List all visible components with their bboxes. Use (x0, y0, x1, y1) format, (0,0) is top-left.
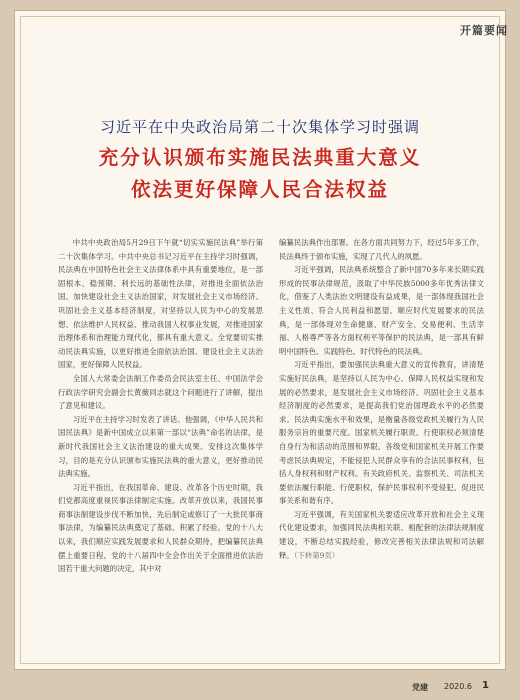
footer-issue: 2020.6 (444, 682, 472, 691)
paragraph: 中共中央政治局5月29日下午就“切实实施民法典”举行第二十次集体学习。中共中央总书记习近平在主持学习时强调，民法典在中国特色社会主义法律体系中具有重要地位，是一部固根本、稳预期、利长远的基础性法律，对推进全面依法治国、加快建设社会主义法治国家，对发展社会主义市场经济、巩固社会主义基本经济制度，对坚持以人民为中心的发展思想、依法维护人民权益、推动我国人权事业发展，对推进国家治理体系和治理能力现代化，都具有重大意义。全党要切实推动民法典实施，以更好推进全面依法治国、建设社会主义法治国家，更好保障人民权益。 (58, 238, 263, 370)
paragraph: 习近平指出，要加强民法典重大意义的宣传教育，讲清楚实施好民法典，是坚持以人民为中心、保障人民权益实现和发展的必然要求，是发展社会主义市场经济、巩固社会主义基本经济制度的必然要求，是提高我们党治国理政水平的必然要求。民法典实施水平和效果，是衡量各级党政机关履行为人民服务宗旨的重要尺度。国家机关履行职责、行使职权必须清楚自身行为和活动的范围和界限。各级党和国家机关开展工作要考虑民法典规定，不能侵犯人民群众享有的合法民事权利，包括人身权利和财产权利。有关政府机关、监察机关、司法机关要依法履行职能、行使职权，保护民事权利不受侵犯、促进民事关系和谐有序。 (279, 360, 484, 506)
paragraph: 习近平强调，民法典系统整合了新中国70多年来长期实践形成的民事法律规范，汲取了中华民族5000多年优秀法律文化，借鉴了人类法治文明建设有益成果，是一部体现我国社会主义性质、符合人民利益和愿望、顺应时代发展要求的民法典，是一部体现对生命健康、财产安全、交易便利、生活幸福、人格尊严等各方面权利平等保护的民法典，是一部具有鲜明中国特色、实践特色、时代特色的民法典。 (279, 265, 484, 356)
paragraph: 全国人大常委会法制工作委员会民法室主任、中国法学会行政法学研究会副会长黄薇同志就这个问题进行了讲解，提出了意见和建议。 (58, 373, 263, 411)
continued-on-note: （下转第9页） (293, 550, 340, 560)
article-title-line-2: 依法更好保障人民合法权益 (130, 178, 389, 201)
paragraph: 习近平指出，在我国革命、建设、改革各个历史时期，我们党都高度重视民事法律制定实施。改革开放以来，我国民事商事法制建设步伐不断加快，先后制定或修订了一大批民事商事法律，为编纂民法典奠定了基础、积累了经验。党的十八大以来，我们顺应实践发展要求和人民群众期待，把编纂民法典摆上重要日程。党的十八届四中全会作出关于全面推进依法治国若干重大问题的决定，其中对 (58, 482, 263, 574)
footer-page-number: 1 (482, 680, 489, 691)
article-supertitle: 习近平在中央政治局第二十次集体学习时强调 (99, 118, 420, 136)
paragraph-text: 习近平强调，有关国家机关要适应改革开放和社会主义现代化建设要求，加强同民法典相关联、相配套的法律法规制度建设，不断总结实践经验，修改完善相关法律法规和司法解释。 (279, 509, 484, 560)
paragraph: 习近平在主持学习时发表了讲话。他强调，《中华人民共和国民法典》是新中国成立以来第一部以“法典”命名的法律，是新时代我国社会主义法治建设的重大成果。安排这次集体学习，目的是充分认识颁布实施民法典的重大意义，更好推动民法典实施。 (58, 414, 263, 479)
section-tag: 开篇要闻 (460, 24, 508, 37)
article-column-right (279, 236, 484, 562)
footer-magazine-name: 党建 (412, 683, 428, 692)
article-column-left (58, 236, 263, 576)
paragraph-last (279, 508, 484, 562)
article-title-line-1: 充分认识颁布实施民法典重大意义 (98, 146, 422, 169)
paragraph-continued: 编纂民法典作出部署。在各方面共同努力下，经过5年多工作，民法典终于颁布实施，实现了几代人的夙愿。 (279, 238, 484, 261)
